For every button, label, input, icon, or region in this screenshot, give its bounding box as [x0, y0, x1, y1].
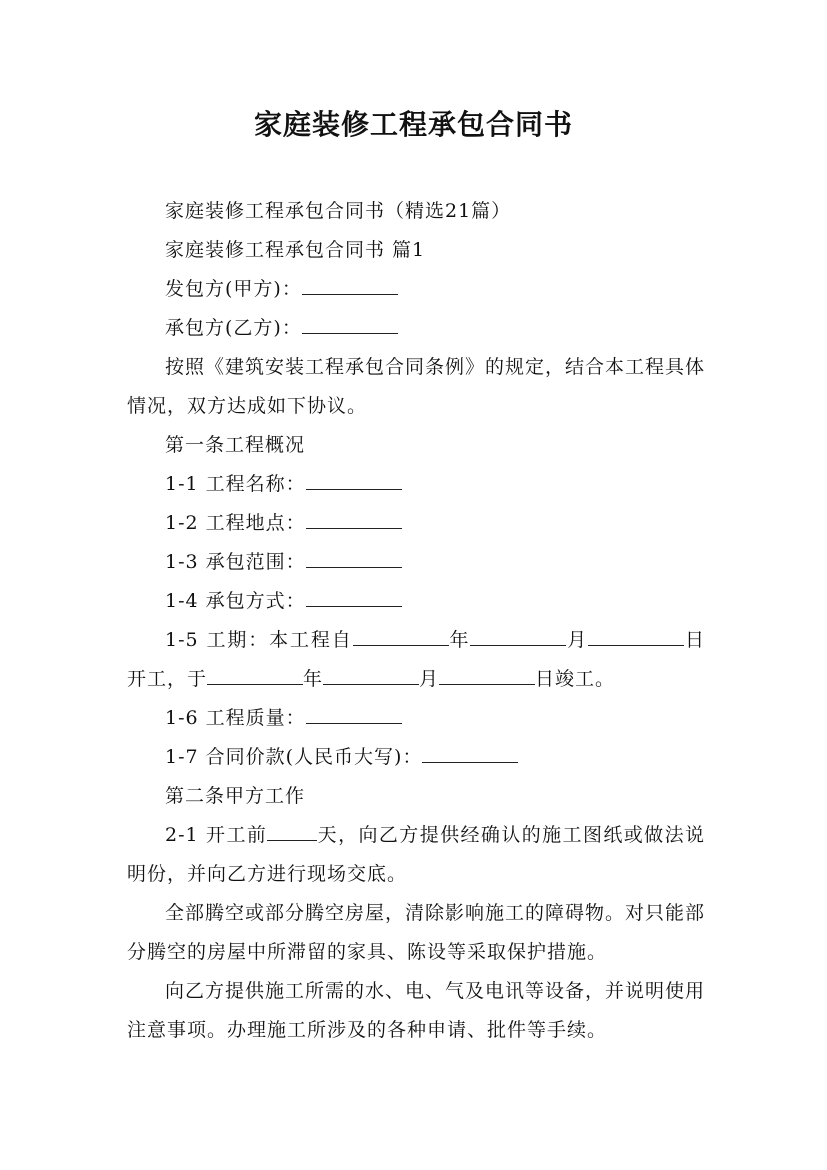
item-1-3-blank [306, 549, 402, 568]
item-1-2-line [127, 504, 705, 543]
document-body [127, 192, 705, 1050]
item-1-2-label: 1-2 工程地点： [165, 512, 306, 534]
party-a-label: 发包方(甲方)： [165, 278, 302, 300]
item-1-1-label: 1-1 工程名称： [165, 473, 306, 495]
article-2-heading: 第二条甲方工作 [165, 785, 306, 807]
item-1-5-part5: 年 [303, 668, 324, 690]
item-1-5-part2: 年 [448, 629, 471, 651]
item-1-2-blank [306, 510, 402, 529]
item-1-6-blank [306, 705, 402, 724]
item-1-5-part3: 月 [566, 629, 589, 651]
end-month-blank [323, 666, 419, 685]
item-1-7-label: 1-7 合同价款(人民币大写)： [165, 746, 423, 768]
item-1-4-blank [306, 588, 402, 607]
item-1-4-line [127, 582, 705, 621]
item-1-6-label: 1-6 工程质量： [165, 707, 306, 729]
party-b-label: 承包方(乙方)： [165, 317, 302, 339]
item-1-1-line [127, 465, 705, 504]
days-before-blank [267, 822, 317, 841]
party-a-line [127, 270, 705, 309]
item-1-5-paragraph [127, 621, 705, 699]
item-2-1-part2: 天，向乙方提供经确认的施工图纸或做法说明份，并向乙方进行现场交底。 [127, 824, 705, 885]
item-1-7-line [127, 738, 705, 777]
item-1-5-part7: 日竣工。 [535, 668, 616, 690]
item-2-1-part1: 2-1 开工前 [165, 824, 268, 846]
item-1-6-line [127, 699, 705, 738]
item-2-1-paragraph [127, 816, 705, 894]
party-b-line [127, 309, 705, 348]
item-1-1-blank [306, 471, 402, 490]
article-1-heading: 第一条工程概况 [165, 434, 306, 456]
item-1-5-part6: 月 [419, 668, 440, 690]
item-1-5-part4: 日开工，于 [127, 629, 705, 690]
vacate-paragraph: 全部腾空或部分腾空房屋，清除影响施工的障碍物。对只能部分腾空的房屋中所滞留的家具、陈设等采取保护措施。 [127, 902, 706, 963]
item-1-7-blank [422, 744, 518, 763]
party-a-blank [302, 276, 398, 295]
start-day-blank [588, 627, 684, 646]
item-1-3-label: 1-3 承包范围： [165, 551, 306, 573]
end-day-blank [439, 666, 535, 685]
document-subtitle: 家庭装修工程承包合同书（精选21篇） [165, 200, 512, 222]
document-title: 家庭装修工程承包合同书 [253, 108, 573, 141]
end-year-blank [207, 666, 303, 685]
party-b-blank [302, 315, 398, 334]
intro-paragraph: 按照《建筑安装工程承包合同条例》的规定，结合本工程具体情况，双方达成如下协议。 [127, 356, 706, 417]
item-1-5-part1: 1-5 工期：本工程自 [165, 629, 353, 651]
utilities-paragraph: 向乙方提供施工所需的水、电、气及电讯等设备，并说明使用注意事项。办理施工所涉及的各种申请、批件等手续。 [127, 980, 706, 1041]
item-1-3-line [127, 543, 705, 582]
start-month-blank [470, 627, 566, 646]
section-heading: 家庭装修工程承包合同书 篇1 [165, 239, 426, 261]
start-year-blank [353, 627, 449, 646]
item-1-4-label: 1-4 承包方式： [165, 590, 306, 612]
